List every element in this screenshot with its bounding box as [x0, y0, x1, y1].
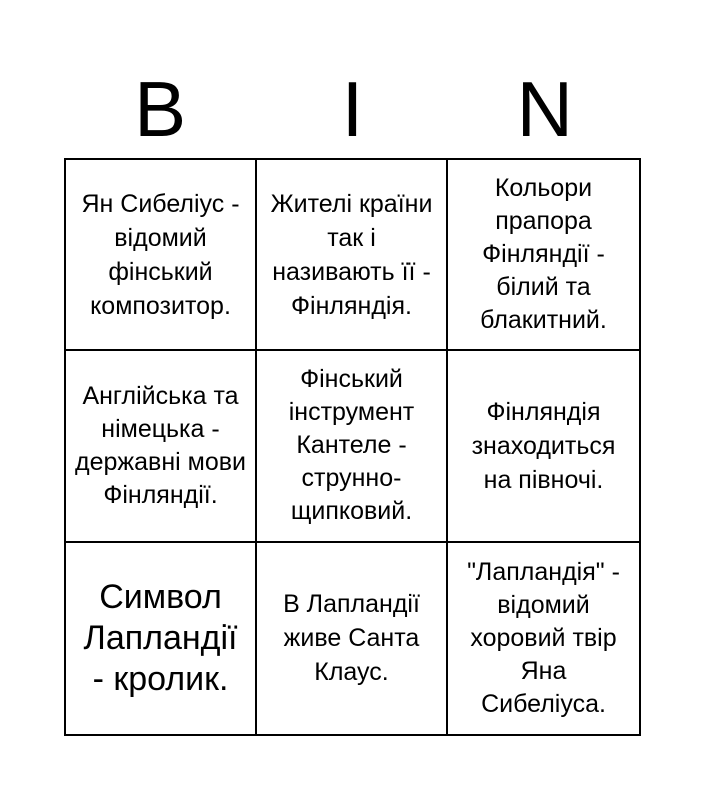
bingo-cell[interactable]: Кольори прапора Фінляндії - білий та блакитний. — [448, 160, 639, 351]
bingo-cell[interactable]: Символ Лапландії - кролик. — [66, 543, 257, 734]
bingo-grid — [64, 158, 641, 736]
bingo-cell[interactable]: Ян Сибеліус - відомий фінський композитор. — [66, 160, 257, 351]
bingo-cell[interactable]: Англійська та німецька - державні мови Фінляндії. — [66, 351, 257, 542]
bingo-cell[interactable]: Фінляндія знаходиться на півночі. — [448, 351, 639, 542]
bingo-cell[interactable]: В Лапландії живе Санта Клаус. — [257, 543, 448, 734]
bingo-header — [64, 60, 641, 158]
bingo-cell[interactable]: Фінський інструмент Кантеле - струнно-щипковий. — [257, 351, 448, 542]
bingo-cell[interactable]: Жителі країни так і називають її - Фінляндія. — [257, 160, 448, 351]
header-letter-n: N — [516, 65, 573, 153]
header-letter-i: I — [341, 65, 364, 153]
header-letter-b: B — [134, 65, 187, 153]
bingo-cell[interactable]: "Лапландія" - відомий хоровий твір Яна Сибеліуса. — [467, 557, 620, 718]
